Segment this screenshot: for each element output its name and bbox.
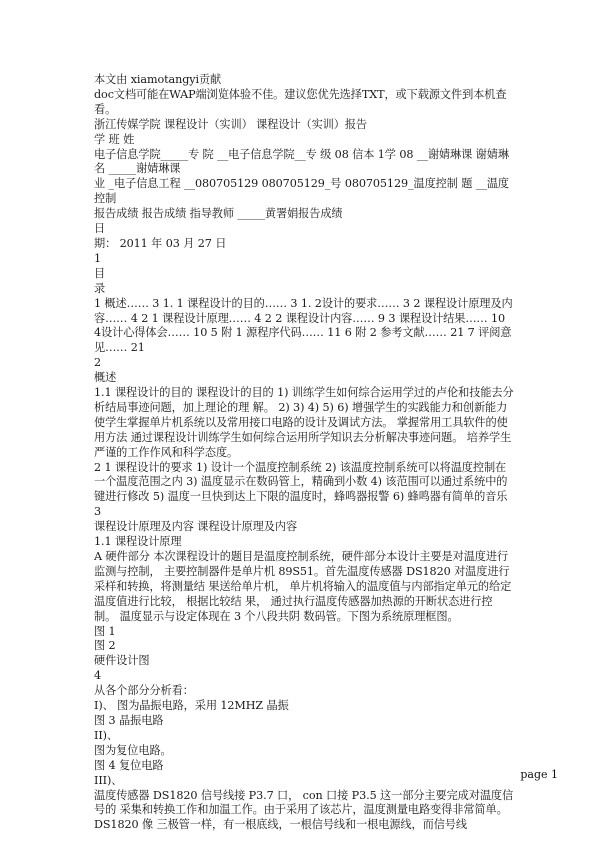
subsection-principle: 1.1 课程设计原理 xyxy=(94,535,182,549)
figure-4-caption: 图 4 复位电路 xyxy=(94,758,164,772)
toc-title-2: 录 xyxy=(94,281,106,295)
section-overview: 概述 xyxy=(94,371,117,385)
page-number-1: 1 xyxy=(94,251,102,265)
toc-title-1: 目 xyxy=(94,266,106,280)
requirements-paragraph: 2 1 课程设计的要求 1) 设计一个温度控制系统 2) 该温度控制系统可以将温度控制在一个温度范围之内 3) 温度显示在数码管上，精确到小数 4) 该范围可以通过系统中的键进行修改 5) 温度一旦快到达上下限的温度时，蜂鸣器报警 6) 蜂鸣器有简单的音乐 xyxy=(94,460,508,504)
figure-2-caption: 图 2 xyxy=(94,639,116,653)
student-info: 电子信息学院_____专 院 __电子信息学院__专 级 08 信本 1学 08 __谢婧琳课 谢婧琳 名 _____谢婧琳课 xyxy=(94,147,509,176)
hardware-design-caption: 硬件设计图 xyxy=(94,654,150,668)
item-iii-label: III)、 xyxy=(94,773,123,787)
major-info: 业 _电子信息工程 __080705129 080705129_号 080705129_温度控制 题 __温度控制 xyxy=(94,177,509,206)
page-number-2: 2 xyxy=(94,356,102,370)
analysis-intro: 从各个部分分析看： xyxy=(94,684,194,698)
reset-circuit-text: 图为复位电路。 xyxy=(94,743,172,757)
grade-info: 报告成绩 报告成绩 指导教师 _____黄署娟报告成绩 xyxy=(94,207,343,221)
table-of-contents: 1 概述…… 3 1. 1 课程设计的目的…… 3 1. 2设计的要求…… 3 2 课程设计原理及内容…… 4 2 1 课程设计原理…… 4 2 2 课程设计内容…… 9 3 课程设计结果…… 10 4设计心得体会…… 10 5 附 1 源程序代码…… 11 6 附 2 参考文献…… 21 7 评阅意见…… 21 xyxy=(94,296,513,355)
form-labels: 学 班 姓 xyxy=(94,132,135,146)
report-heading: 浙江传媒学院 课程设计（实训） 课程设计（实训）报告 xyxy=(94,117,368,131)
source-credit: 本文由 xiamotangyi贡献 xyxy=(94,73,222,86)
crystal-circuit-text: I)、 图为晶振电路，采用 12MHZ 晶振 xyxy=(94,699,289,713)
hardware-paragraph: A 硬件部分 本次课程设计的题目是温度控制系统，硬件部分本设计主要是对温度进行监测与控制， 主要控制器件是单片机 89S51。首先温度传感器 DS1820 对温度进行采样和转换，将测量结 果送给单片机， 单片机将输入的温度值与内部指定单元的给定温度值进行比较， 根据比较结 果， 通过执行温度传感器加热源的开断状态进行控制。 温度显示与设定体现在 3 个八段共阴 数码管。下图为系统原理框图。 xyxy=(94,550,512,623)
figure-1-caption: 图 1 xyxy=(94,624,116,638)
page-number-3: 3 xyxy=(94,505,102,519)
format-notice: doc文档可能在WAP端浏览体验不佳。建议您优先选择TXT，或下载源文件到本机查看。 xyxy=(94,87,507,116)
section-principle-title: 课程设计原理及内容 课程设计原理及内容 xyxy=(94,520,298,534)
document-body xyxy=(94,73,514,833)
date-value: 期： 2011 年 03 月 27 日 xyxy=(94,236,227,250)
page-footer: page 1 xyxy=(520,768,558,781)
item-ii-label: II)、 xyxy=(94,728,118,742)
purpose-paragraph: 1.1 课程设计的目的 课程设计的目的 1) 训练学生如何综合运用学过的卢伦和技能去分析结局事迹问题，加上理论的理 解。 2) 3) 4) 5) 6) 增强学生的实践能力和创新能力 使学生掌握单片机系统以及常用接口电路的设计及调试方法。 掌握常用工具软件的使用方法 通过课程设计训练学生如何综合运用所学知识去分析解决事迹问题。 培养学生严谨的工作作风和科学态度。 xyxy=(94,386,514,459)
figure-3-caption: 图 3 晶振电路 xyxy=(94,713,164,727)
page-number-4: 4 xyxy=(94,669,102,683)
sensor-paragraph: 温度传感器 DS1820 信号线接 P3.7 口， con 口接 P3.5 这一部分主要完成对温度信号的 采集和转换工作和加温工作。由于采用了该芯片，温度测量电路变得非常简单。DS1820 像 三极管一样，有一根底线，一根信号线和一根电源线，而信号线 xyxy=(94,788,514,832)
date-label: 日 xyxy=(94,222,106,236)
